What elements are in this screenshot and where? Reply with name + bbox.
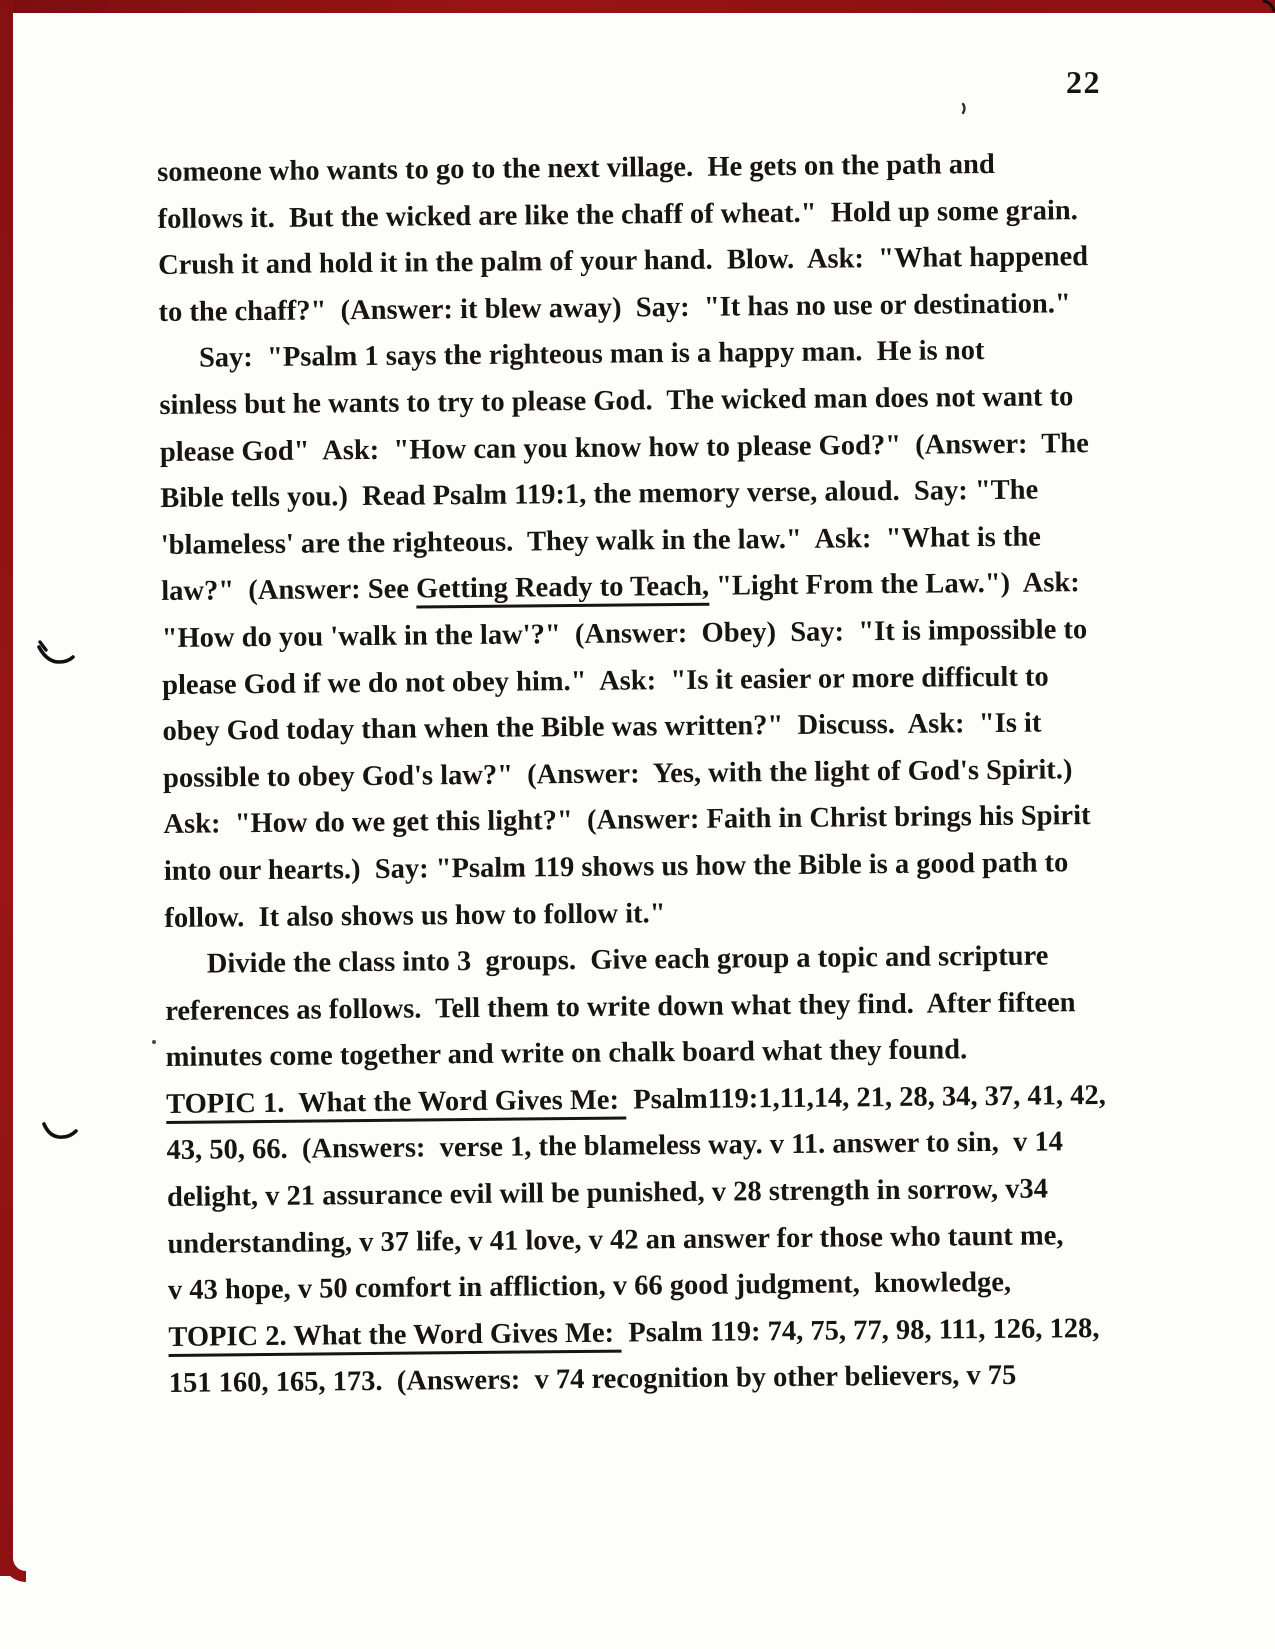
text-segment: someone who wants to go to the next village. He gets on the path and [157,148,995,188]
text-segment: minutes come together and write on chalk board what they found. [165,1034,968,1074]
text-segment: obey God today than when the Bible was written?" Discuss. Ask: "Is it [162,707,1042,748]
text-segment: please God if we do not obey him." Ask: "Is it easier or more difficult to [161,660,1049,701]
text-segment: 'blameless' are the righteous. They walk in the law." Ask: "What is the [160,521,1042,561]
text-segment: understanding, v 37 life, v 41 love, v 42 an answer for those who taunt me, [167,1220,1064,1260]
text-segment: possible to obey God's law?" (Answer: Yes, with the light of God's Spirit.) [162,753,1073,794]
text-segment: v 43 hope, v 50 comfort in affliction, v 66 good judgment, knowledge, [167,1267,1012,1307]
page-number: 22 [1066,64,1101,100]
text-line [164,840,1094,896]
text-segment: Psalm 119: 74, 75, 77, 98, 111, 126, 128, [621,1312,1100,1349]
text-segment: 43, 50, 66. (Answers: verse 1, the blameless way. v 11. answer to sin, v 14 [166,1126,1064,1167]
comma-speck-icon [960,102,970,116]
text-segment: law?" (Answer: See [161,573,417,608]
document-text [157,141,1107,1408]
text-segment: Ask: "How do we get this light?" (Answer: Faith in Christ brings his Spirit [163,800,1091,841]
text-segment: into our hearts.) Say: "Psalm 119 shows us how the Bible is a good path to [163,847,1069,887]
text-segment: "How do you 'walk in the law'?" (Answer: Obey) Say: "It is impossible to [161,614,1088,654]
text-segment: Crush it and hold it in the palm of your hand. Blow. Ask: "What happened [157,241,1089,282]
text-line [159,374,1089,430]
text-line [161,607,1091,663]
text-segment: Bible tells you.) Read Psalm 119:1, the memory verse, aloud. Say: "The [160,474,1039,515]
text-segment: 151 160, 165, 173. (Answers: v 74 recognition by other believers, v 75 [168,1360,1017,1400]
scan-edge-top [0,0,1275,13]
underlined-text: TOPIC 2. What the Word Gives Me: [168,1317,621,1356]
text-segment: "Light From the Law.") Ask: [708,567,1080,603]
pen-check-mark-icon [40,1118,80,1144]
text-line [162,700,1092,756]
text-line [169,1352,1099,1408]
pen-check-mark-icon [34,638,78,670]
scan-edge-bottom-hook [2,1552,26,1582]
text-line [167,1166,1097,1222]
underlined-text: Getting Ready to Teach, [416,571,709,609]
text-line [165,933,1095,989]
dot-speck-icon [152,1040,156,1044]
text-segment: please God" Ask: "How can you know how to please God?" (Answer: The [159,427,1089,468]
text-segment: Psalm119:1,11,14, 21, 28, 34, 37, 41, 42, [625,1079,1107,1116]
text-line [157,141,1087,197]
scan-edge-left [0,0,13,1576]
text-segment: delight, v 21 assurance evil will be punished, v 28 strength in sorrow, v34 [166,1173,1049,1214]
text-segment: Say: "Psalm 1 says the righteous man is a happy man. He is not [198,335,985,374]
corner-tick-icon [1262,0,1275,14]
text-segment: follows it. But the wicked are like the chaff of wheat." Hold up some grain. [157,194,1078,235]
text-segment: references as follows. Tell them to write down what they find. After fifteen [165,986,1076,1027]
text-segment: Divide the class into 3 groups. Give each group a topic and scripture [206,940,1049,980]
text-segment: follow. It also shows us how to follow it." [164,897,666,934]
underlined-text: TOPIC 1. What the Word Gives Me: [166,1084,626,1123]
text-segment: to the chaff?" (Answer: it blew away) Say: "It has no use or destination." [158,288,1071,328]
text-segment: sinless but he wants to try to please God. The wicked man does not want to [159,381,1074,421]
